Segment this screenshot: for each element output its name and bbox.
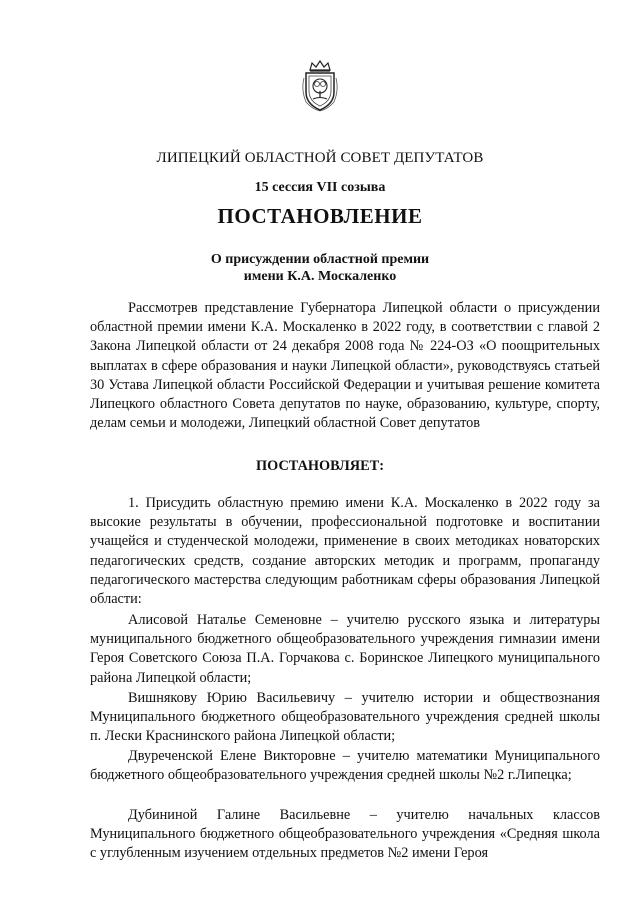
awardee-text: Вишнякову Юрию Васильевичу – учителю истории и обществознания Муниципального бюджетного общеобразовательного учреждения средней школы п. Лески Краснинского района Липецкой области; (90, 690, 600, 745)
session-title: 15 сессия VII созыва (254, 180, 386, 195)
awardee-paragraph (90, 611, 600, 688)
awardee-paragraph (90, 689, 600, 747)
item-1-text: 1. Присудить областную премию имени К.А. Москаленко в 2022 году за высокие результаты в обучении, профессиональной подготовке и воспитании учащейся и студенческой молодежи, применение в своих методиках новаторских педагогических средств, создание авторских методик и программ, пропаганду педагогического мастерства следующим работникам сферы образования Липецкой области: (90, 495, 600, 608)
item-1-paragraph (90, 494, 600, 609)
intro-text: Рассмотрев представление Губернатора Липецкой области о присуждении областной премии имени К.А. Москаленко в 2022 году, в соответствии с главой 2 Закона Липецкой области от 24 декабря 2008 года № 224-ОЗ «О поощрительных выплатах в сфере образования и науки Липецкой области», руководствуясь статьей 30 Устава Липецкой области Российской Федерации и учитывая решение комитета Липецкого областного Совета депутатов по науке, образованию, культуре, спорту, делам семьи и молодежи, Липецкий областной Совет депутатов (90, 300, 600, 432)
awardee-text: Алисовой Наталье Семеновне – учителю русского языка и литературы муниципального бюджетного общеобразовательного учреждения гимназии имени Героя Советского Союза П.А. Горчакова с. Боринское Липецкого муниципального района Липецкой области; (90, 612, 600, 686)
awardee-paragraph (90, 747, 600, 785)
subject-line-1: О присуждении областной премии (210, 252, 430, 267)
awardee-paragraph (90, 806, 600, 864)
coat-of-arms-icon (298, 60, 342, 112)
awardee-text: Дубининой Галине Васильевне – учителю начальных классов Муниципального бюджетного общеобразовательного учреждения «Средняя школа с углубленным изучением отдельных предметов №2 имени Героя (90, 807, 600, 862)
document-subject (0, 251, 640, 285)
document-type: ПОСТАНОВЛЕНИЕ (217, 204, 423, 228)
subject-line-2: имени К.А. Москаленко (243, 269, 397, 284)
decree-word: ПОСТАНОВЛЯЕТ: (256, 458, 384, 474)
intro-paragraph (90, 299, 600, 433)
organization-name: ЛИПЕЦКИЙ ОБЛАСТНОЙ СОВЕТ ДЕПУТАТОВ (156, 150, 484, 166)
awardee-text: Двуреченской Елене Викторовне – учителю математики Муниципального бюджетного общеобразовательного учреждения средней школы №2 г.Липецка; (90, 748, 600, 784)
